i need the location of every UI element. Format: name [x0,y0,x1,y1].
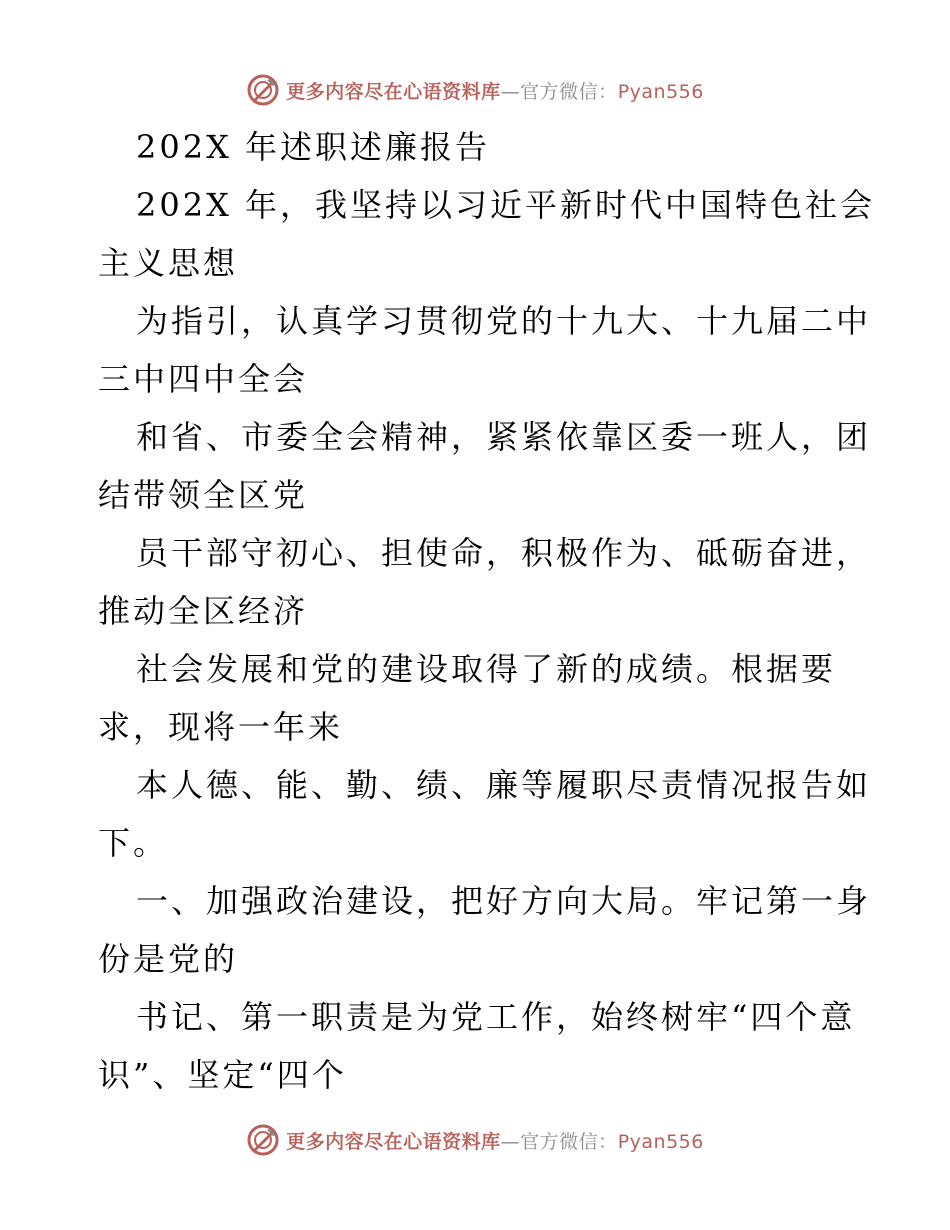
watermark-brand: 更多内容尽在心语资料库 [286,1130,501,1153]
document-line: 结带领全区党 [98,476,309,514]
document-line: 社会发展和党的建设取得了新的成绩。根据要 [136,650,837,688]
document-body [98,118,876,1104]
watermark-id: Pyan556 [617,80,704,103]
document-line: 份是党的 [98,940,239,978]
document-line: 和省、市委全会精神，紧紧依靠区委一班人，团 [136,418,872,456]
document-line: 一、加强政治建设，把好方向大局。牢记第一身 [136,882,872,920]
document-line: 主义思想 [98,244,239,282]
header-watermark [0,70,950,110]
watermark-brand: 更多内容尽在心语资料库 [286,80,501,103]
document-line: 识”、坚定“四个 [98,1056,347,1094]
watermark-id: Pyan556 [617,1130,704,1153]
document-line: 三中四中全会 [98,360,309,398]
watermark-separator: — [500,80,521,103]
brand-logo-icon [246,1123,280,1157]
brand-logo-icon [246,73,280,107]
watermark-label: 官方微信： [520,80,618,103]
document-line: 202X 年述职述廉报告 [136,128,491,166]
watermark-text [286,1127,704,1154]
document-line: 本人德、能、勤、绩、廉等履职尽责情况报告如 [136,766,872,804]
document-line: 202X 年，我坚持以习近平新时代中国特色社会 [136,186,876,224]
document-line: 为指引，认真学习贯彻党的十九大、十九届二中 [136,302,872,340]
document-line: 推动全区经济 [98,592,309,630]
document-line: 求，现将一年来 [98,708,344,746]
watermark-separator: — [500,1130,521,1153]
document-line: 书记、第一职责是为党工作，始终树牢“四个意 [136,998,856,1036]
document-line: 员干部守初心、担使命，积极作为、砥砺奋进， [136,534,872,572]
watermark-text [286,77,704,104]
footer-watermark [0,1120,950,1160]
document-line: 下。 [98,824,169,862]
watermark-label: 官方微信： [520,1130,618,1153]
